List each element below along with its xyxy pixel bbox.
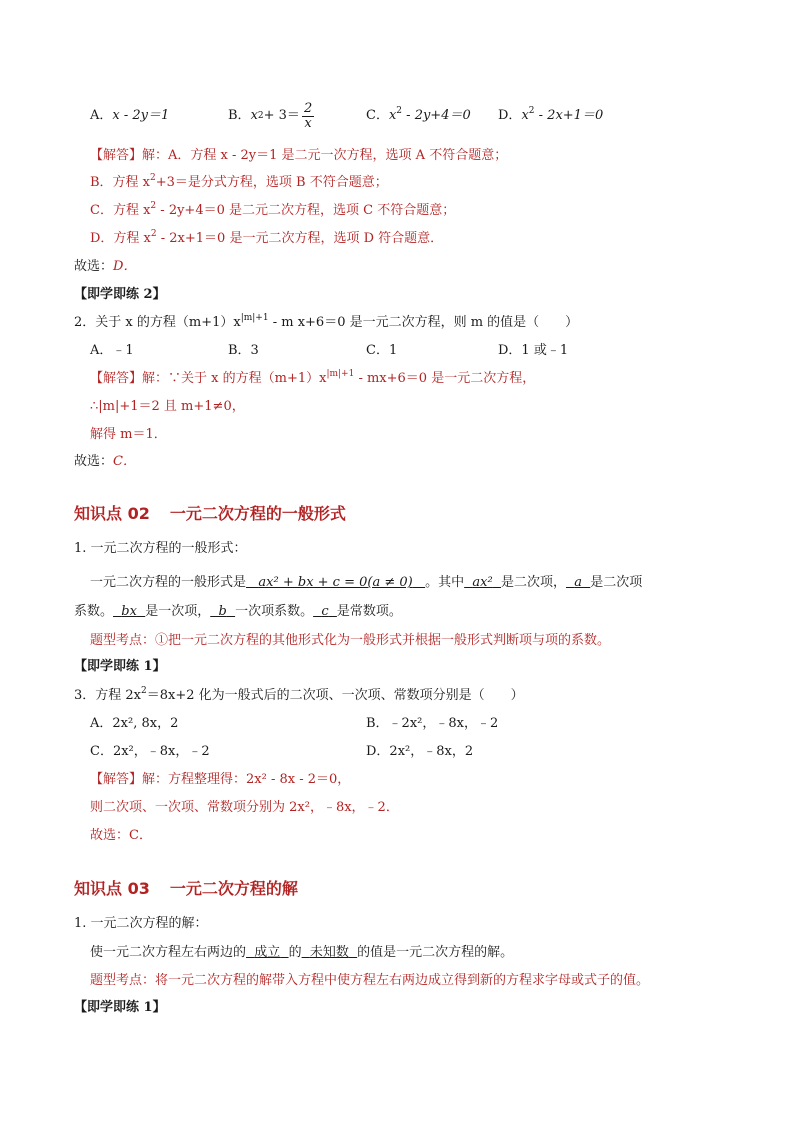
q1-option-c: [366, 106, 471, 126]
body-text: 是常数项。: [336, 604, 402, 619]
body-text: 一次项系数。: [235, 604, 314, 619]
answer-text: - mx+6＝0 是一元二次方程，: [354, 371, 536, 386]
stem-text: 3．方程 2x: [74, 688, 142, 703]
q2-stem: [74, 313, 578, 333]
answer-tag: 【解答】: [90, 772, 143, 787]
body-text: 是二次项: [590, 575, 643, 590]
kp03-line-1: [90, 943, 513, 963]
option-label: A．: [90, 108, 113, 123]
numerator: 2: [303, 100, 313, 116]
option-text: x: [521, 108, 529, 123]
q3-option-b: B．﹣2x²，﹣8x，﹣2: [366, 716, 499, 731]
section-code: 知识点 02: [74, 504, 150, 523]
answer-text: - 2y+4＝0 是二元二次方程，选项 C 不符合题意；: [156, 203, 456, 218]
option-label: B．: [228, 108, 251, 123]
q1-answer-line-1: [90, 146, 507, 166]
section-code: 知识点 03: [74, 879, 150, 898]
general-form-formula: ax² + bx + c = 0(a ≠ 0): [258, 575, 413, 590]
option-text: + 3＝: [263, 108, 300, 123]
answer-text: - 2x+1＝0 是一元二次方程，选项 D 符合题意．: [156, 231, 444, 246]
blank-answer: c: [321, 604, 329, 619]
blank-answer: 成立: [254, 945, 281, 960]
q2-option-d: D．1 或﹣1: [498, 343, 569, 358]
answer-text: C．方程 x: [90, 203, 151, 218]
practice-heading-1a: 【即学即练 1】: [74, 659, 166, 674]
blank-answer: 未知数: [309, 945, 349, 960]
q1-choice: [74, 257, 136, 277]
choice-value: C．: [113, 454, 136, 469]
option-text: - 2x+1＝0: [534, 108, 604, 123]
choice-value: D．: [113, 259, 137, 274]
option-text: x: [250, 108, 258, 123]
q2-choice: [74, 452, 136, 472]
option-text: x: [388, 108, 397, 123]
body-text: 是一次项，: [145, 604, 211, 619]
body-text: 的值是一元二次方程的解。: [357, 945, 514, 960]
superscript: 2: [396, 106, 403, 116]
superscript: 2: [528, 106, 535, 116]
q2-answer-line-1: [90, 369, 535, 389]
blank-answer: ax²: [472, 575, 493, 590]
superscript: |m|+1: [326, 369, 355, 379]
section-heading-kp03: [74, 879, 298, 899]
superscript: |m|+1: [240, 313, 269, 323]
section-title: 一元二次方程的解: [169, 879, 298, 898]
superscript: 2: [150, 229, 157, 239]
answer-text: D．方程 x: [90, 231, 151, 246]
kp02-item: 1. 一元二次方程的一般形式：: [74, 541, 247, 556]
answer-text: 解：方程整理得：2x² - 8x - 2＝0，: [142, 772, 351, 787]
q1-answer-line-4: [90, 229, 443, 249]
section-heading-kp02: [74, 504, 346, 524]
q1-answer-line-2: [90, 173, 388, 193]
q2-option-a: A．﹣1: [90, 343, 134, 358]
stem-text: ＝8x+2 化为一般式后的二次项、一次项、常数项分别是（ ）: [146, 688, 524, 703]
body-text: 系数。: [74, 604, 114, 619]
q3-stem: [74, 686, 524, 706]
option-text: - 2y+4＝0: [402, 108, 471, 123]
blank-answer: a: [574, 575, 583, 590]
q2-option-b: B．3: [228, 343, 259, 358]
answer-text: B．方程 x: [90, 175, 151, 190]
option-text: x - 2y＝1: [112, 108, 170, 123]
denominator: x: [304, 115, 312, 131]
q1-option-a: [90, 106, 169, 126]
kp02-line-1: [90, 573, 642, 593]
body-text: 是二次项，: [500, 575, 566, 590]
practice-heading-2: 【即学即练 2】: [74, 287, 166, 302]
q3-option-c: C．2x²，﹣8x，﹣2: [90, 744, 210, 759]
answer-tag: 【解答】: [90, 148, 143, 163]
body-text: 使一元二次方程左右两边的: [90, 945, 247, 960]
kp02-line-2: [74, 602, 402, 622]
body-text: 。其中: [425, 575, 465, 590]
answer-tag: 【解答】: [90, 371, 143, 386]
q2-answer-line-2: ∴|m|+1＝2 且 m+1≠0，: [90, 399, 245, 414]
stem-text: 2．关于 x 的方程（m+1）x: [74, 315, 241, 330]
q2-answer-line-3: 解得 m＝1．: [90, 427, 167, 442]
choice-label: 故选：: [74, 454, 114, 469]
body-text: 的: [288, 945, 302, 960]
q1-answer-line-3: [90, 201, 455, 221]
choice-label: 故选：: [74, 259, 114, 274]
answer-text: +3＝是分式方程，选项 B 不符合题意；: [155, 175, 388, 190]
q3-option-d: D．2x²，﹣8x，2: [366, 744, 474, 759]
q3-option-a: A．2x², 8x，2: [90, 716, 179, 731]
option-label: C．: [366, 108, 389, 123]
answer-text: 解：∵关于 x 的方程（m+1）x: [142, 371, 327, 386]
q2-option-c: C．1: [366, 343, 398, 358]
blank-answer: b: [218, 604, 227, 619]
superscript: 2: [141, 686, 147, 696]
superscript: 2: [150, 201, 157, 211]
kp03-tip: 题型考点：将一元二次方程的解带入方程中使方程左右两边成立得到新的方程求字母或式子的值。: [90, 973, 650, 988]
practice-heading-1b: 【即学即练 1】: [74, 1000, 166, 1015]
kp02-tip: 题型考点：①把一元二次方程的其他形式化为一般形式并根据一般形式判断项与项的系数。: [90, 633, 611, 648]
stem-text: - m x+6＝0 是一元二次方程，则 m 的值是（ ）: [268, 315, 579, 330]
section-title: 一元二次方程的一般形式: [169, 504, 346, 523]
superscript: 2: [150, 173, 156, 183]
body-text: 一元二次方程的一般形式是: [90, 575, 247, 590]
blank-answer: bx: [121, 604, 137, 619]
answer-text: 解：A．方程 x - 2y＝1 是二元一次方程，选项 A 不符合题意；: [142, 148, 508, 163]
fraction: [302, 102, 314, 131]
option-label: D．: [498, 108, 522, 123]
q1-option-b: B． x 2 + 3＝ $\frac{2}{x}$: [228, 100, 313, 131]
q1-option-d: [498, 106, 603, 126]
q3-answer-line-2: 则二次项、一次项、常数项分别为 2x²，﹣8x，﹣2．: [90, 800, 399, 815]
kp03-item: 1. 一元二次方程的解：: [74, 916, 208, 931]
q3-answer-line-3: 故选：C．: [90, 828, 152, 843]
q3-answer-line-1: [90, 770, 350, 790]
